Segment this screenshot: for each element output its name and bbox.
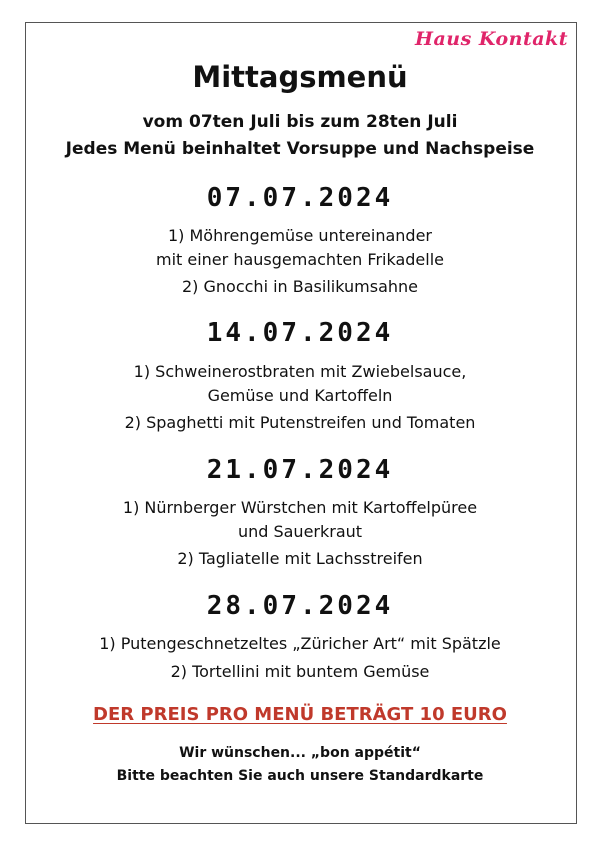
menu-item: 1) Möhrengemüse untereinander [167, 226, 433, 245]
menu-item: 1) Putengeschnetzeltes „Züricher Art“ mit Spätzle [99, 634, 501, 653]
price-note: DER PREIS PRO MENÜ BETRÄGT 10 EURO [93, 704, 507, 725]
menu-item: und Sauerkraut [237, 522, 363, 541]
menu-item: 1) Nürnberger Würstchen mit Kartoffelpüree [122, 498, 478, 517]
brand-logo: Haus Kontakt [415, 28, 568, 50]
menu-item: Gemüse und Kartoffeln [207, 386, 393, 405]
footer-greeting: Wir wünschen... „bon appétit“ [179, 745, 421, 761]
footer-note: Bitte beachten Sie auch unsere Standardkarte [116, 768, 484, 784]
menu-item: 2) Gnocchi in Basilikumsahne [182, 277, 418, 296]
week-date: 28.07.2024 [206, 591, 394, 621]
date-range-subtitle: vom 07ten Juli bis zum 28ten Juli [142, 112, 458, 132]
menu-item: 1) Schweinerostbraten mit Zwiebelsauce, [133, 362, 467, 381]
week-date: 14.07.2024 [206, 318, 394, 348]
menu-item: 2) Tagliatelle mit Lachsstreifen [177, 549, 423, 568]
menu-item: mit einer hausgemachten Frikadelle [155, 250, 444, 269]
week-date: 21.07.2024 [206, 455, 394, 485]
menu-item: 2) Spaghetti mit Putenstreifen und Tomaten [124, 413, 476, 432]
page-title: Mittagsmenü [192, 60, 408, 94]
menu-includes-note: Jedes Menü beinhaltet Vorsuppe und Nachspeise [65, 139, 535, 159]
week-date: 07.07.2024 [206, 183, 394, 213]
menu-item: 2) Tortellini mit buntem Gemüse [170, 662, 430, 681]
